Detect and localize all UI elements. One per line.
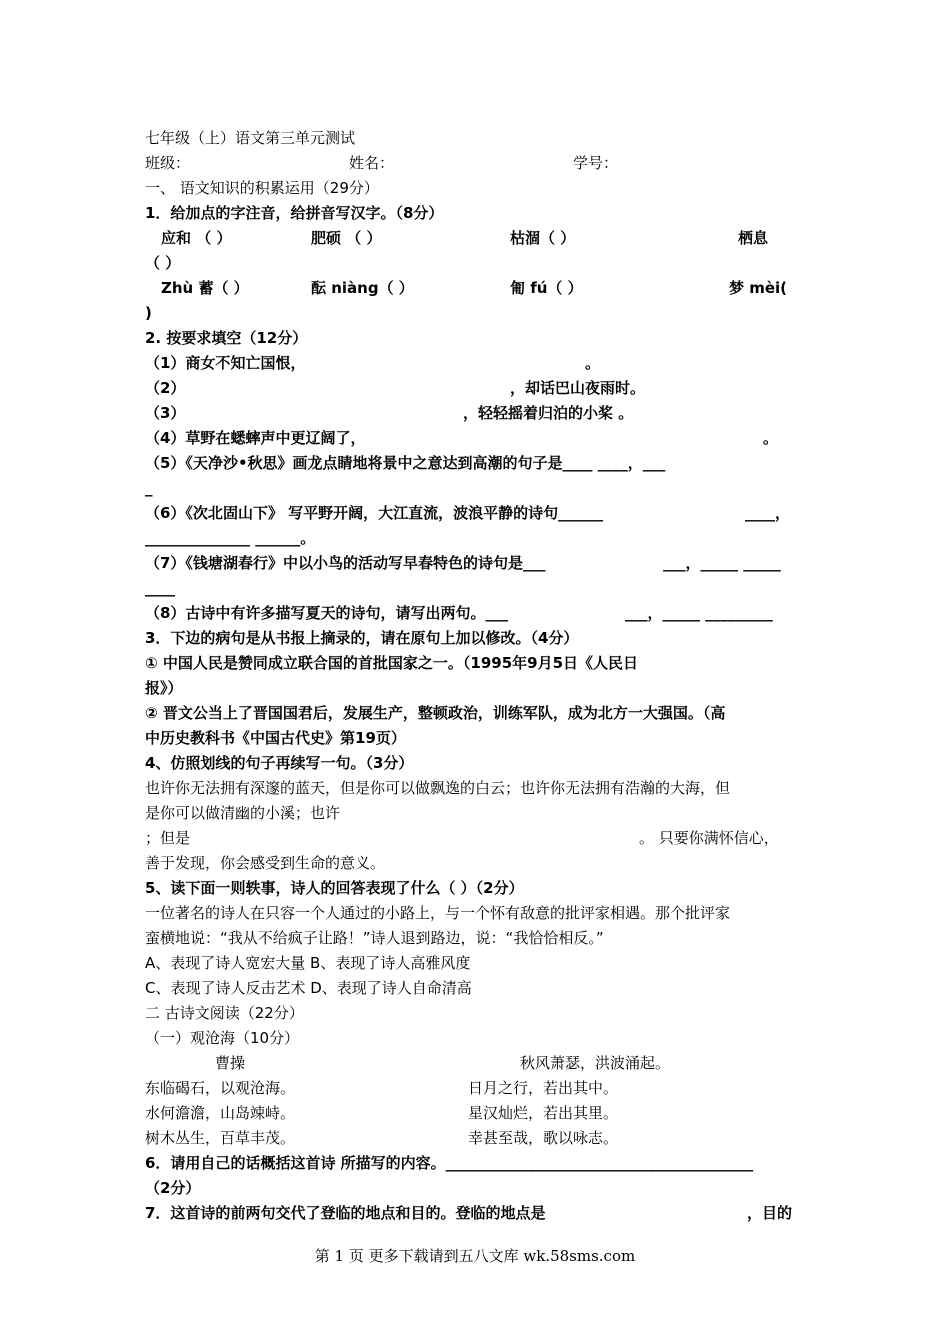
page-footer: 第 1 页 更多下载请到五八文库 wk.58sms.com <box>314 1247 636 1265</box>
q1-item: Zhù 蓄（ ） <box>161 279 249 297</box>
q4-fill-line <box>145 826 805 850</box>
q2-item-3 <box>145 401 805 425</box>
q4-fill-start: ；但是 <box>145 829 191 847</box>
poem-line: 星汉灿烂，若出其里。 <box>468 1104 619 1122</box>
q2-item-text: （1）商女不知亡国恨， <box>145 354 306 372</box>
q1-title: 1．给加点的字注音，给拼音写汉字。（8分） <box>145 204 444 222</box>
poem-line: 东临碣石，以观沧海。 <box>145 1079 296 1097</box>
q2-item-end: ，轻轻摇着归泊的小桨 。 <box>463 404 634 422</box>
class-label: 班级： <box>145 154 191 172</box>
section1-heading: 一、 语文知识的积累运用（29分） <box>145 179 379 197</box>
student-id-label: 学号： <box>573 154 619 172</box>
q1-item: 酝 niàng（ ） <box>311 279 414 297</box>
name-label: 姓名： <box>349 154 395 172</box>
q2-item-5-wrap: _ <box>145 479 153 497</box>
q1-item: 肥硕 （ ） <box>311 229 382 247</box>
q2-item-6 <box>145 501 805 525</box>
q5-option: C、表现了诗人反击艺术 D、表现了诗人自命清高 <box>145 979 472 997</box>
q2-item-6-wrap: ______________ ______。 <box>145 529 316 547</box>
q5-line: 蛮横地说：“我从不给疯子让路！”诗人退到路边，说：“我恰恰相反。” <box>145 929 604 947</box>
q6-score: （2分） <box>145 1179 201 1197</box>
q4-line: 是你可以做清幽的小溪；也许 <box>145 804 341 822</box>
q1-item: 栖息 <box>738 229 769 247</box>
q2-item-text: （2） <box>145 379 186 397</box>
q1-item: 匍 fú（ ） <box>510 279 583 297</box>
poem-line: 秋风萧瑟，洪波涌起。 <box>520 1054 671 1072</box>
q2-item-text: （7）《钱塘湖春行》中以小鸟的活动写早春特色的诗句是___ <box>145 554 546 572</box>
q2-item-2 <box>145 376 805 400</box>
q7-text: 7．这首诗的前两句交代了登临的地点和目的。登临的地点是 <box>145 1204 546 1222</box>
q7-line <box>145 1201 805 1225</box>
poem-line: 日月之行，若出其中。 <box>468 1079 619 1097</box>
q2-item-text: （8）古诗中有许多描写夏天的诗句，请写出两句。___ <box>145 604 508 622</box>
q2-item-text: （4）草野在蟋蟀声中更辽阔了， <box>145 429 366 447</box>
q2-item-5: （5）《天净沙•秋思》画龙点睛地将景中之意达到高潮的句子是____ ____，___ <box>145 454 666 472</box>
q2-item-end: 。 <box>585 354 601 372</box>
q2-item-7-wrap: ____ <box>145 579 175 597</box>
q1-row1-wrap: （ ） <box>145 254 181 272</box>
q3-title: 3．下边的病句是从书报上摘录的，请在原句上加以修改。（4分） <box>145 629 579 647</box>
poem-author: 曹操 <box>215 1054 246 1072</box>
q5-title: 5、读下面一则轶事，诗人的回答表现了什么（ ）（2分） <box>145 879 524 897</box>
q2-item-end: ____， <box>745 504 791 522</box>
doc-title: 七年级（上）语文第三单元测试 <box>145 129 356 147</box>
poem-line: 幸甚至哉，歌以咏志。 <box>468 1129 619 1147</box>
q1-row2-wrap: ) <box>145 304 152 322</box>
q4-fill-end: 。 只要你满怀信心， <box>639 829 779 847</box>
poem-line: 水何澹澹，山岛竦峙。 <box>145 1104 296 1122</box>
q5-line: 一位著名的诗人在只容一个人通过的小路上，与一个怀有敌意的批评家相遇。那个批评家 <box>145 904 731 922</box>
q2-item-end: ___，_____ _________ <box>625 604 773 622</box>
q6-text: 6．请用自己的话概括这首诗 所描写的内容。_________________________________________ <box>145 1154 754 1172</box>
q7-end: ，目的 <box>747 1204 793 1222</box>
section2-heading: 二 古诗文阅读（22分） <box>145 1004 304 1022</box>
poem-line: 树木丛生，百草丰茂。 <box>145 1129 296 1147</box>
q2-item-4 <box>145 426 805 450</box>
q2-item-1 <box>145 351 805 375</box>
q1-item: 应和 （ ） <box>161 229 232 247</box>
q2-item-8 <box>145 601 805 625</box>
section2-sub: （一）观沧海（10分） <box>145 1029 300 1047</box>
q3-line: 报》） <box>145 679 183 697</box>
q2-item-end: ，却话巴山夜雨时。 <box>510 379 646 397</box>
q2-item-text: （3） <box>145 404 186 422</box>
q2-item-7 <box>145 551 805 575</box>
q2-item-text: （6）《次北固山下》 写平野开阔，大江直流，波浪平静的诗句______ <box>145 504 604 522</box>
q1-item: 梦 mèi( <box>729 279 788 297</box>
q4-line: 也许你无法拥有深邃的蓝天，但是你可以做飘逸的白云；也许你无法拥有浩瀚的大海，但 <box>145 779 731 797</box>
q5-option: A、表现了诗人宽宏大量 B、表现了诗人高雅风度 <box>145 954 471 972</box>
q2-title: 2. 按要求填空（12分） <box>145 329 308 347</box>
q4-title: 4、仿照划线的句子再续写一句。（3分） <box>145 754 414 772</box>
q3-line: ① 中国人民是赞同成立联合国的首批国家之一。（1995年9月5日《人民日 <box>145 654 639 672</box>
q2-item-end: ___，_____ _____ <box>663 554 781 572</box>
q2-item-end: 。 <box>763 429 779 447</box>
q1-item: 枯涸（ ） <box>510 229 576 247</box>
q3-line: 中历史教科书《中国古代史》第19页） <box>145 729 406 747</box>
q4-line: 善于发现，你会感受到生命的意义。 <box>145 854 386 872</box>
q3-line: ② 晋文公当上了晋国国君后，发展生产，整顿政治，训练军队，成为北方一大强国。（高 <box>145 704 726 722</box>
